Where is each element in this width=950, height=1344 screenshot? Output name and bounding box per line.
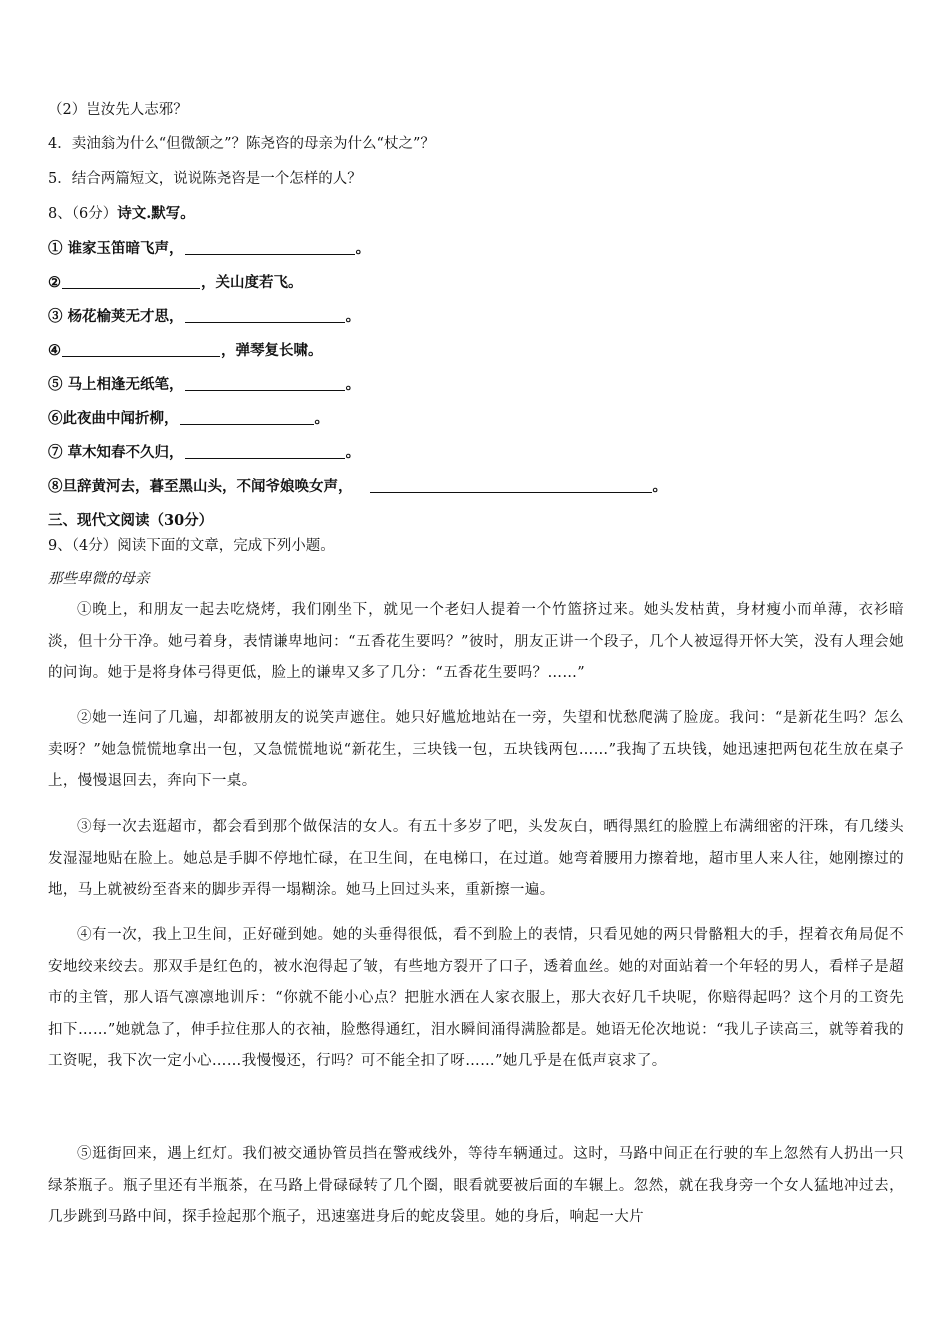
question-8-number: 8、（6分）: [48, 206, 118, 222]
article-paragraph-1: ①晚上，和朋友一起去吃烧烤，我们刚坐下，就见一个老妇人提着一个竹篮挤过来。她头发枯黄，身材瘦小而单薄，衣衫暗淡，但十分干净。她弓着身，表情谦卑地问：“五香花生要吗？”彼时，朋友正讲一个段子，几个人被逗得开怀大笑，没有人理会她的问询。她于是将身体弓得更低，脸上的谦卑又多了几分：“五香花生要吗？……”: [48, 602, 904, 682]
recite-item-8: [48, 477, 667, 497]
answer-blank[interactable]: [185, 307, 345, 323]
article-paragraph-2: ②她一连问了几遍，却都被朋友的说笑声遮住。她只好尴尬地站在一旁，失望和忧愁爬满了脸庞。我问：“是新花生吗？怎么卖呀？”她急慌慌地拿出一包，又急慌慌地说“新花生，三块钱一包，五块钱两包……”我掏了五块钱，她迅速把两包花生放在桌子上，慢慢退回去，奔向下一桌。: [48, 710, 904, 790]
item-number: ④: [48, 342, 61, 359]
article-paragraph-5: ⑤逛街回来，遇上红灯。我们被交通协管员挡在警戒线外，等待车辆通过。这时，马路中间正在行驶的车上忽然有人扔出一只绿茶瓶子。瓶子里还有半瓶茶，在马路上骨碌碌转了几个圈，眼看就要被后面的车辗上。忽然，就在我身旁一个女人猛地冲过去，几步跳到马路中间，探手捡起那个瓶子，迅速塞进身后的蛇皮袋里。她的身后，响起一大片: [48, 1146, 904, 1226]
recite-item-6: [48, 409, 329, 429]
item-text-after: 。: [314, 410, 329, 427]
recite-item-4: [48, 341, 323, 361]
answer-blank[interactable]: [370, 477, 652, 493]
item-text-after: 。: [345, 376, 361, 393]
question-9: 9、（4分）阅读下面的文章，完成下列小题。: [48, 538, 335, 554]
item-text-before: 谁家玉笛暗飞声，: [67, 240, 184, 257]
answer-blank[interactable]: [62, 273, 200, 289]
article-title: 那些卑微的母亲: [48, 571, 150, 587]
item-text-before: 马上相逢无纸笔，: [67, 376, 184, 393]
item-text-after: ，弹琴复长啸。: [221, 342, 323, 359]
recite-item-1: [48, 239, 370, 259]
answer-blank[interactable]: [185, 375, 345, 391]
recite-item-2: [48, 273, 303, 293]
article-paragraph-4: ④有一次，我上卫生间，正好碰到她。她的头垂得很低，看不到脸上的表情，只看见她的两只骨骼粗大的手，捏着衣角局促不安地绞来绞去。那双手是红色的，被水泡得起了皱，有些地方裂开了口子，透着血丝。她的对面站着一个年轻的男人，看样子是超市的主管，那人语气凛凛地训斥：“你就不能小心点？把脏水洒在人家衣服上，那大衣好几千块呢，你赔得起吗？这个月的工资先扣下……”她就急了，伸手拉住那人的衣袖，脸憋得通红，泪水瞬间涌得满脸都是。她语无伦次地说：“我儿子读高三，就等着我的工资呢，我下次一定小心……我慢慢还，行吗？可不能全扣了呀……”她几乎是在低声哀求了。: [48, 927, 904, 1070]
item-number: ②: [48, 274, 61, 291]
item-text-after: ，关山度若飞。: [201, 274, 303, 291]
item-text-after: 。: [345, 308, 361, 325]
question-sub-2: （2）岂汝先人志邪？: [48, 102, 188, 118]
answer-blank[interactable]: [185, 443, 345, 459]
question-4: 4．卖油翁为什么“但微颔之”？陈尧咨的母亲为什么“杖之”？: [48, 136, 435, 152]
item-text-before: 此夜曲中闻折柳，: [62, 410, 179, 427]
item-text-before: 旦辞黄河去，暮至黑山头，不闻爷娘唤女声，: [62, 478, 353, 495]
item-number: ⑥: [48, 410, 63, 427]
recite-item-3: [48, 307, 360, 327]
question-5: 5．结合两篇短文，说说陈尧咨是一个怎样的人？: [48, 171, 362, 187]
item-text-after: 。: [345, 444, 361, 461]
article-paragraph-3: ③每一次去逛超市，都会看到那个做保洁的女人。有五十多岁了吧，头发灰白，晒得黑红的脸膛上布满细密的汗珠，有几缕头发湿湿地贴在脸上。她总是手脚不停地忙碌，在卫生间，在电梯口，在过道。她弯着腰用力擦着地，超市里人来人往，她刚擦过的地，马上就被纷至沓来的脚步弄得一塌糊涂。她马上回过头来，重新擦一遍。: [48, 819, 904, 899]
item-number: ①: [48, 240, 63, 257]
question-8-header: [48, 204, 195, 224]
item-number: ⑧: [48, 478, 63, 495]
item-text-before: 杨花榆荚无才思，: [67, 308, 184, 325]
recite-item-7: [48, 443, 360, 463]
section-3-heading: 三、现代文阅读（30分）: [48, 512, 214, 529]
recite-item-5: [48, 375, 360, 395]
item-number: ③: [48, 308, 63, 325]
item-text-after: 。: [355, 240, 371, 257]
item-number: ⑤: [48, 376, 63, 393]
answer-blank[interactable]: [180, 409, 314, 425]
item-number: ⑦: [48, 444, 63, 461]
answer-blank[interactable]: [185, 239, 355, 255]
item-text-before: 草木知春不久归，: [67, 444, 184, 461]
question-8-title: 诗文.默写。: [117, 205, 195, 222]
item-text-after: 。: [652, 478, 667, 495]
answer-blank[interactable]: [62, 341, 220, 357]
